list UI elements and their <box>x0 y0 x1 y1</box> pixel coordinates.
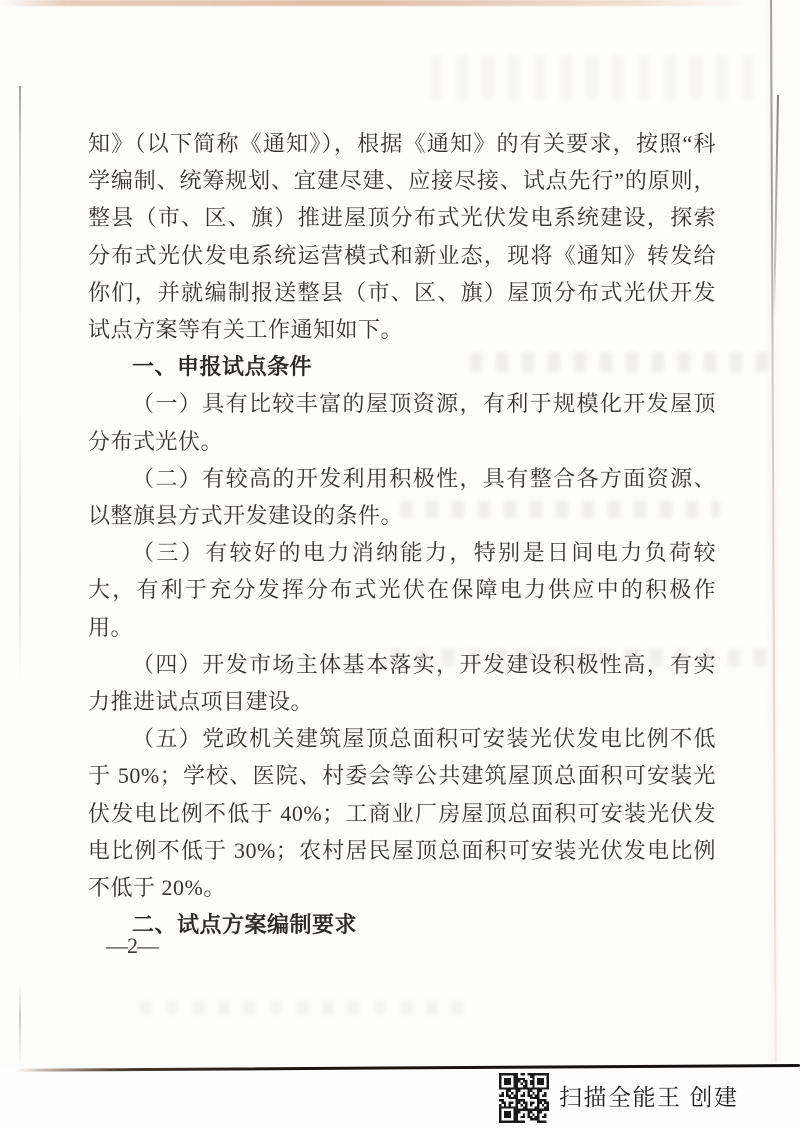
scan-left-edge-line <box>19 86 21 686</box>
scan-top-edge-artifact <box>0 0 800 6</box>
page-fold-line-secondary <box>773 95 778 320</box>
qr-code-icon <box>499 1073 549 1123</box>
section-1-heading: 一、申报试点条件 <box>132 354 313 380</box>
condition-item-3: （三）有较好的电力消纳能力，特别是日间电力负荷较大，有利于充分发挥分布式光伏在保障电力供应中的积极作用。 <box>88 540 716 640</box>
bleedthrough-artifact <box>140 1000 470 1015</box>
condition-item-1: （一）具有比较丰富的屋顶资源，有利于规模化开发屋顶分布式光伏。 <box>88 391 716 454</box>
condition-item-5: （五）党政机关建筑屋顶总面积可安装光伏发电比例不低于 50%；学校、医院、村委会等公共建筑屋顶总面积可安装光伏发电比例不低于 40%；工商业厂房屋顶总面积可安装光伏发电比例不低于 30%；农村居民屋顶总面积可安装光伏发电比例不低于 20%。 <box>88 726 716 901</box>
page-number: —2— <box>106 933 158 958</box>
scan-left-edge-line-lower <box>19 985 21 1065</box>
condition-item-2: （二）有较高的开发利用积极性，具有整合各方面资源、以整旗县方式开发建设的条件。 <box>88 465 716 529</box>
section-2-heading: 二、试点方案编制要求 <box>132 912 358 938</box>
intro-paragraph: 知》（以下简称《通知》），根据《通知》的有关要求，按照“科学编制、统筹规划、宜建尽建、应接尽接、试点先行”的原则，整县（市、区、旗）推进屋顶分布式光伏发电系统建设，探索分布式光伏发电系统运营模式和新业态，现将《通知》转发给你们，并就编制报送整县（市、区、旗）屋顶分布式光伏开发试点方案等有关工作通知如下。 <box>88 131 716 343</box>
scanner-watermark-text: 扫描全能王 创建 <box>559 1084 739 1110</box>
document-body <box>88 125 716 943</box>
bleedthrough-artifact <box>430 55 760 100</box>
condition-item-4: （四）开发市场主体基本落实，开发建设积极性高，有实力推进试点项目建设。 <box>88 651 716 715</box>
